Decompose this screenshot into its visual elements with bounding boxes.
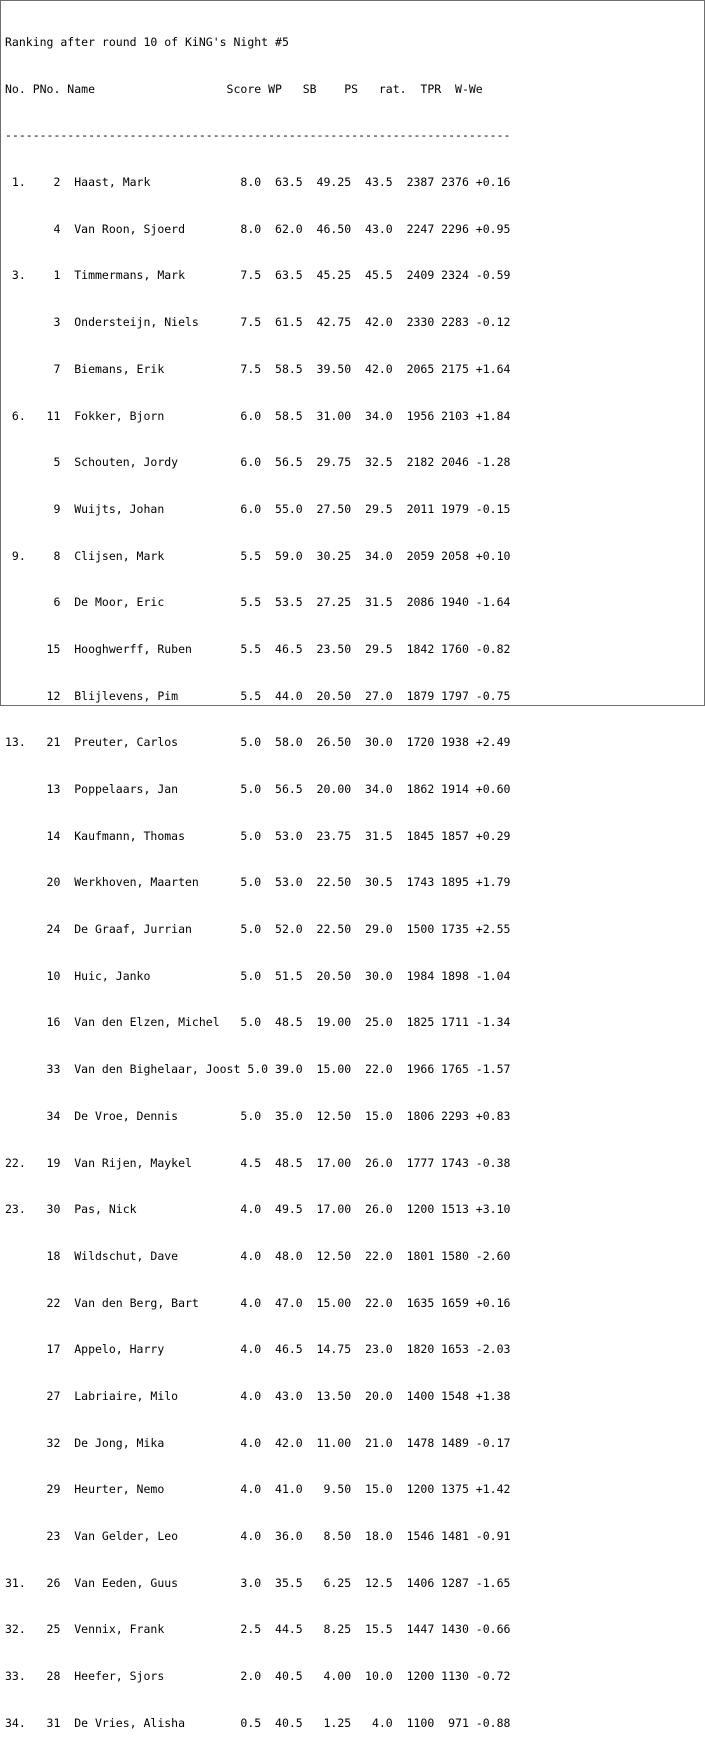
ranking-row: 6 De Moor, Eric 5.5 53.5 27.25 31.5 2086 1940 -1.64 (5, 595, 511, 610)
ranking-row: 6. 11 Fokker, Bjorn 6.0 58.5 31.00 34.0 1956 2103 +1.84 (5, 408, 511, 423)
ranking-row: 9 Wuijts, Johan 6.0 55.0 27.50 29.5 2011 1979 -0.15 (5, 501, 511, 516)
ranking-row: 33. 28 Heefer, Sjors 2.0 40.5 4.00 10.0 1200 1130 -0.72 (5, 1669, 511, 1684)
ranking-row: 5 Schouten, Jordy 6.0 56.5 29.75 32.5 2182 2046 -1.28 (5, 455, 511, 470)
ranking-text (5, 5, 510, 1760)
header-separator: ------------------------------------------------------------------------- (5, 128, 511, 143)
ranking-row: 18 Wildschut, Dave 4.0 48.0 12.50 22.0 1801 1580 -2.60 (5, 1248, 511, 1263)
ranking-row: 23. 30 Pas, Nick 4.0 49.5 17.00 26.0 1200 1513 +3.10 (5, 1202, 511, 1217)
ranking-row: 13. 21 Preuter, Carlos 5.0 58.0 26.50 30.0 1720 1938 +2.49 (5, 735, 511, 750)
ranking-row: 16 Van den Elzen, Michel 5.0 48.5 19.00 25.0 1825 1711 -1.34 (5, 1015, 511, 1030)
ranking-row: 34. 31 De Vries, Alisha 0.5 40.5 1.25 4.0 1100 971 -0.88 (5, 1715, 511, 1730)
ranking-row: 10 Huic, Janko 5.0 51.5 20.50 30.0 1984 1898 -1.04 (5, 968, 511, 983)
ranking-row: 32 De Jong, Mika 4.0 42.0 11.00 21.0 1478 1489 -0.17 (5, 1435, 511, 1450)
ranking-row: 17 Appelo, Harry 4.0 46.5 14.75 23.0 1820 1653 -2.03 (5, 1342, 511, 1357)
ranking-title: Ranking after round 10 of KiNG's Night #5 (5, 35, 289, 49)
ranking-row: 4 Van Roon, Sjoerd 8.0 62.0 46.50 43.0 2247 2296 +0.95 (5, 221, 511, 236)
ranking-row: 15 Hooghwerff, Ruben 5.5 46.5 23.50 29.5 1842 1760 -0.82 (5, 641, 511, 656)
ranking-row: 3. 1 Timmermans, Mark 7.5 63.5 45.25 45.5 2409 2324 -0.59 (5, 268, 511, 283)
ranking-row: 22. 19 Van Rijen, Maykel 4.5 48.5 17.00 26.0 1777 1743 -0.38 (5, 1155, 511, 1170)
ranking-row: 22 Van den Berg, Bart 4.0 47.0 15.00 22.0 1635 1659 +0.16 (5, 1295, 511, 1310)
ranking-row: 34 De Vroe, Dennis 5.0 35.0 12.50 15.0 1806 2293 +0.83 (5, 1108, 511, 1123)
ranking-row: 33 Van den Bighelaar, Joost 5.0 39.0 15.00 22.0 1966 1765 -1.57 (5, 1062, 511, 1077)
ranking-row: 3 Ondersteijn, Niels 7.5 61.5 42.75 42.0 2330 2283 -0.12 (5, 315, 511, 330)
ranking-row: 13 Poppelaars, Jan 5.0 56.5 20.00 34.0 1862 1914 +0.60 (5, 782, 511, 796)
ranking-row: 12 Blijlevens, Pim 5.5 44.0 20.50 27.0 1879 1797 -0.75 (5, 688, 511, 703)
ranking-row: 14 Kaufmann, Thomas 5.0 53.0 23.75 31.5 1845 1857 +0.29 (5, 828, 511, 843)
ranking-row: 9. 8 Clijsen, Mark 5.5 59.0 30.25 34.0 2059 2058 +0.10 (5, 548, 511, 563)
ranking-row: 29 Heurter, Nemo 4.0 41.0 9.50 15.0 1200 1375 +1.42 (5, 1482, 511, 1497)
ranking-row: 27 Labriaire, Milo 4.0 43.0 13.50 20.0 1400 1548 +1.38 (5, 1388, 511, 1403)
ranking-row: 7 Biemans, Erik 7.5 58.5 39.50 42.0 2065 2175 +1.64 (5, 361, 511, 376)
ranking-row: 23 Van Gelder, Leo 4.0 36.0 8.50 18.0 1546 1481 -0.91 (5, 1529, 511, 1543)
ranking-row: 1. 2 Haast, Mark 8.0 63.5 49.25 43.5 2387 2376 +0.16 (5, 175, 511, 190)
ranking-row: 20 Werkhoven, Maarten 5.0 53.0 22.50 30.5 1743 1895 +1.79 (5, 875, 511, 890)
ranking-row: 32. 25 Vennix, Frank 2.5 44.5 8.25 15.5 1447 1430 -0.66 (5, 1622, 511, 1637)
ranking-row: 31. 26 Van Eeden, Guus 3.0 35.5 6.25 12.5 1406 1287 -1.65 (5, 1575, 511, 1590)
ranking-row: 24 De Graaf, Jurrian 5.0 52.0 22.50 29.0 1500 1735 +2.55 (5, 922, 511, 937)
column-header: No. PNo. Name Score WP SB PS rat. TPR W-We (5, 81, 483, 96)
